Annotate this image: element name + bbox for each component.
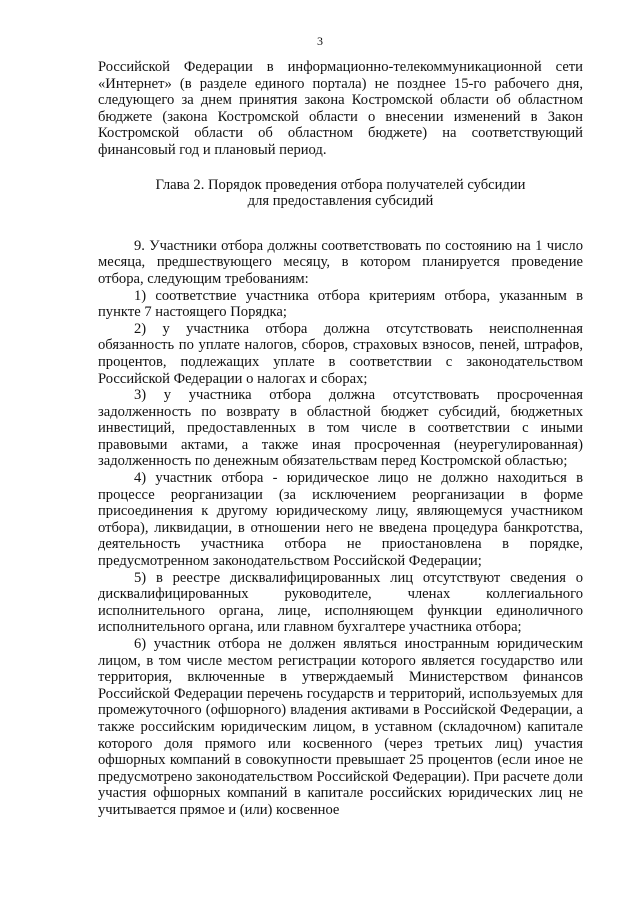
chapter-heading-line-2: для предоставления субсидий <box>247 193 434 210</box>
page-number: 3 <box>317 34 323 48</box>
intro-paragraph: Российской Федерации в информационно-телекоммуникационной сети «Интернет» (в разделе единого портала) не позднее 15-го рабочего дня, следующего за днем принятия закона Костромской области об областном бюджете (закона Костромской области о внесении изменений в Закон Костромской области об областном бюджете) на соответствующий финансовый год и плановый период. <box>98 59 583 158</box>
chapter-heading <box>98 177 583 210</box>
chapter-heading-line-1: Глава 2. Порядок проведения отбора получателей субсидии <box>155 176 526 193</box>
spacer <box>98 228 583 238</box>
requirement-6: 6) участник отбора не должен являться иностранным юридическим лицом, в том числе местом регистрации которого является государство или территория, включенные в утверждаемый Министерством финансов Российской Федерации перечень государств и территорий, используемых для промежуточного (офшорного) владения активами в Российской Федерации, а также российским юридическим лицом, в уставном (складочном) капитале которого доля прямого или косвенного (через третьих лиц) участия офшорных компаний в совокупности превышает 25 процентов (если иное не предусмотрено законодательством Российской Федерации). При расчете доли участия офшорных компаний в капитале российских юридических лиц не учитывается прямое и (или) косвенное <box>98 636 583 818</box>
requirement-3: 3) у участника отбора должна отсутствовать просроченная задолженность по возврату в областной бюджет субсидий, бюджетных инвестиций, предоставленных в том числе в соответствии с иными правовыми актами, а также иная просроченная (неурегулированная) задолженность по денежным обязательствам перед Костромской областью; <box>98 387 583 470</box>
document-body <box>98 59 583 819</box>
requirement-5: 5) в реестре дисквалифицированных лиц отсутствуют сведения о дисквалифицированных руководителе, членах коллегиального исполнительного органа, лице, исполняющем функции единоличного исполнительного органа, или главном бухгалтере участника отбора; <box>98 569 583 636</box>
paragraph-9: 9. Участники отбора должны соответствовать по состоянию на 1 число месяца, предшествующего месяцу, в котором планируется проведение отбора, следующим требованиям: <box>98 237 583 287</box>
requirement-4: 4) участник отбора - юридическое лицо не должно находиться в процессе реорганизации (за исключением реорганизации в форме присоединения к другому юридическому лицу, являющемуся участником отбора), ликвидации, в отношении него не введена процедура банкротства, деятельность участника отбора не приостановлена в порядке, предусмотренном законодательством Российской Федерации; <box>98 470 583 570</box>
requirement-2: 2) у участника отбора должна отсутствовать неисполненная обязанность по уплате налогов, сборов, страховых взносов, пеней, штрафов, процентов, подлежащих уплате в соответствии с законодательством Российской Федерации о налогах и сборах; <box>98 320 583 387</box>
requirement-1: 1) соответствие участника отбора критериям отбора, указанным в пункте 7 настоящего Порядка; <box>98 287 583 321</box>
